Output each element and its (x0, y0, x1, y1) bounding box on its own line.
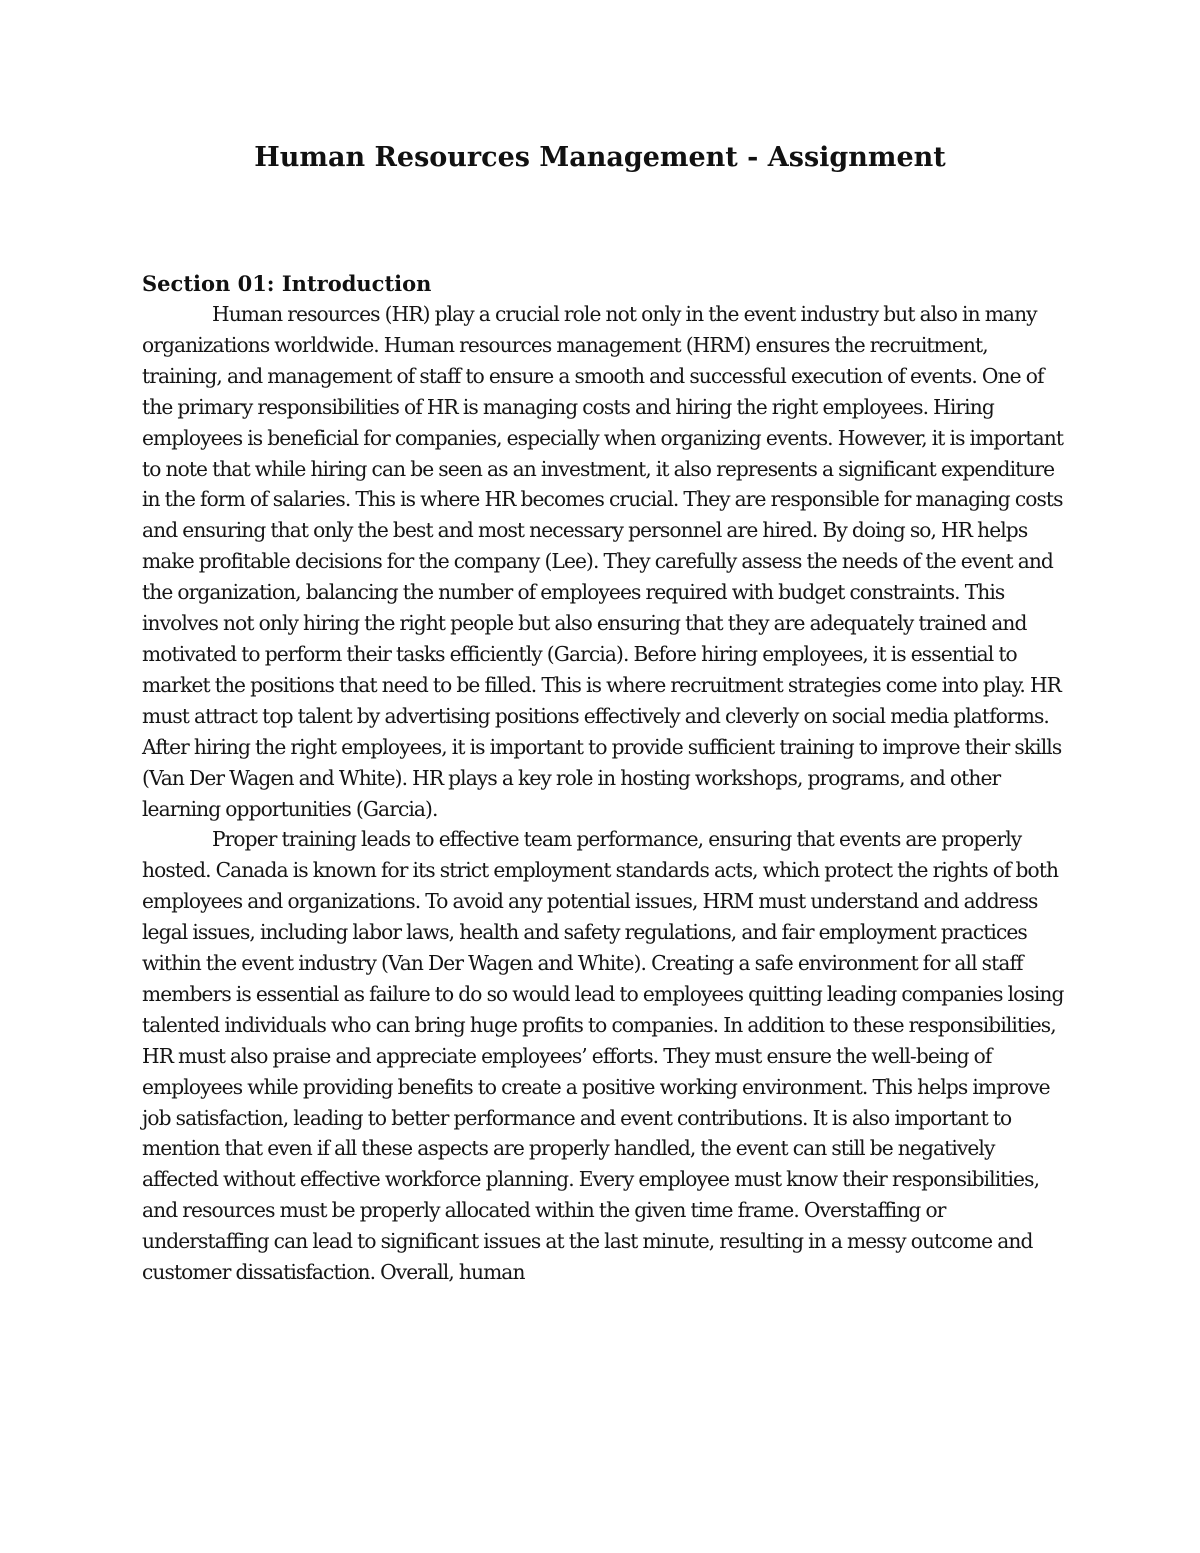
paragraph-2: Proper training leads to effective team performance, ensuring that events are properly hosted. Canada is known for its strict employment standards acts, which protect the rights of both employees and organizations. To avoid any potential issues, HRM must understand and address legal issues, including labor laws, health and safety regulations, and fair employment practices within the event industry (Van Der Wagen and White). Creating a safe environment for all staff members is essential as failure to do so would lead to employees quitting leading companies losing talented individuals who can bring huge profits to companies. In addition to these responsibilities, HR must also praise and appreciate employees’ efforts. They must ensure the well-being of employees while providing benefits to create a positive working environment. This helps improve job satisfaction, leading to better performance and event contributions. It is also important to mention that even if all these aspects are properly handled, the event can still be negatively affected without effective workforce planning. Every employee must know their responsibilities, and resources must be properly allocated within the given time frame. Overstaffing or understaffing can lead to significant issues at the last minute, resulting in a messy outcome and customer dissatisfaction. Overall, human (142, 827, 1064, 1285)
section-introduction (142, 268, 1072, 1288)
paragraph-1: Human resources (HR) play a crucial role not only in the event industry but also in many organizations worldwide. Human resources management (HRM) ensures the recruitment, training, and management of staff to ensure a smooth and successful execution of events. One of the primary responsibilities of HR is managing costs and hiring the right employees. Hiring employees is beneficial for companies, especially when organizing events. However, it is important to note that while hiring can be seen as an investment, it also represents a significant expenditure in the form of salaries. This is where HR becomes crucial. They are responsible for managing costs and ensuring that only the best and most necessary personnel are hired. By doing so, HR helps make profitable decisions for the company (Lee). They carefully assess the needs of the event and the organization, balancing the number of employees required with budget constraints. This involves not only hiring the right people but also ensuring that they are adequately trained and motivated to perform their tasks efficiently (Garcia). Before hiring employees, it is essential to market the positions that need to be filled. This is where recruitment strategies come into play. HR must attract top talent by advertising positions effectively and cleverly on social media platforms. After hiring the right employees, it is important to provide sufficient training to improve their skills (Van Der Wagen and White). HR plays a key role in hosting workshops, programs, and other learning opportunities (Garcia). (142, 302, 1064, 821)
section-heading: Section 01: Introduction (142, 271, 432, 296)
document-title: Human Resources Management - Assignment (254, 142, 946, 173)
